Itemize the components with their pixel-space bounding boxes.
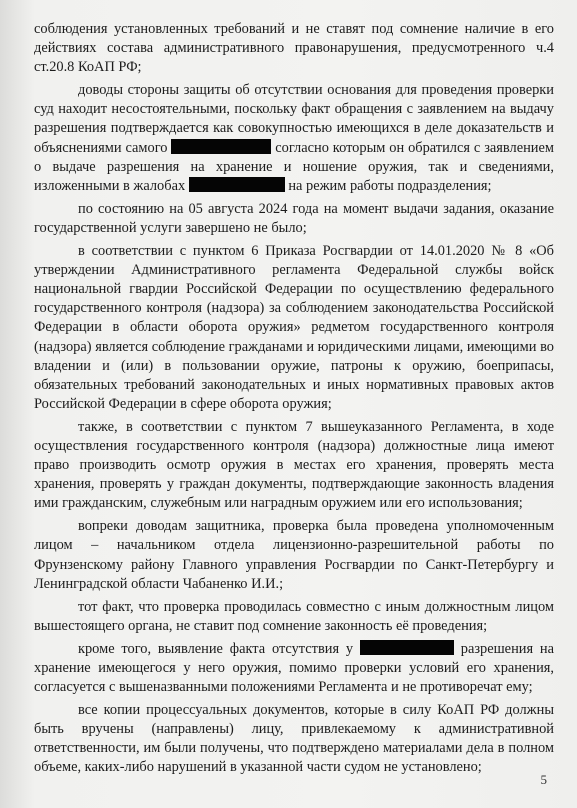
document-body — [34, 20, 554, 778]
paragraph-text: тот факт, что проверка проводилась совместно с иным должностным лицом вышестоящего органа, не ставит под сомнение законность её проведения; — [34, 598, 554, 634]
paragraph-text: в соответствии с пунктом 6 Приказа Росгвардии от 14.01.2020 № 8 «Об утверждении Административного регламента Федеральной службы войск национальной гвардии Российской Федерации по осуществлению федерального государственного контроля (надзора) за соблюдением законодательства Российской Федерации в области оборота оружия» редметом государственного контроля (надзора) является соблюдение гражданами и юридическими лицами, имеющими во владении и (или) в пользовании оружие, патроны к оружию, боеприпасы, обязательных требований законодательных и иных нормативных правовых актов Российской Федерации в сфере оборота оружия; — [34, 243, 554, 412]
paragraph-text: согласно которым он обратился с заявлением о выдаче разрешения на хранение и ношение оружия, так и сведениями, изложенными в жалобах — [34, 139, 554, 194]
redaction-block — [189, 177, 285, 192]
paragraph — [34, 81, 554, 196]
redaction-block — [360, 640, 454, 655]
paragraph-text: разрешения на хранение имеющегося у него оружия, помимо проверки условий его хранения, согласуется с вышеназванными положениями Регламента и не противоречат ему; — [34, 640, 555, 696]
paragraph — [34, 418, 554, 513]
redaction-block — [171, 139, 271, 154]
paragraph — [34, 20, 554, 77]
paragraph — [34, 200, 554, 238]
paragraph — [34, 517, 554, 593]
paragraph — [34, 598, 554, 636]
paragraph-text: по состоянию на 05 августа 2024 года на момент выдачи задания, оказание государственной услуги завершено не было; — [34, 200, 554, 236]
paragraph-text: вопреки доводам защитника, проверка была проведена уполномоченным лицом – начальником отдела лицензионно-разрешительной работы по Фрунзенскому району Главного управления Росгвардии по Санкт-Петербургу и Ленинградской области Чабаненко И.И.; — [34, 518, 554, 592]
paragraph-text: кроме того, выявление факта отсутствия у — [78, 640, 360, 657]
paragraph-text: все копии процессуальных документов, которые в силу КоАП РФ должны быть вручены (направлены) лицу, привлекаемому к административной ответственности, им были получены, что подтверждено материалами дела в полном объеме, каких-либо нарушений в указанной части судом не установлено; — [34, 702, 554, 776]
paragraph-text: доводы стороны защиты об отсутствии основания для проведения проверки суд находит несостоятельными, поскольку факт обращения с заявлением на выдачу разрешения подтверждается как совокупностью имеющихся в деле доказательств и объяснениями самого — [34, 82, 554, 156]
paragraph-text: на режим работы подразделения; — [284, 177, 492, 194]
paragraph — [34, 640, 554, 697]
paragraph-text: также, в соответствии с пунктом 7 вышеуказанного Регламента, в ходе осуществления государственного контроля (надзора) должностные лица имеют право производить осмотр оружия в местах его хранения, проверять места хранения, проверять у граждан документы, подтверждающие законность владения ими гражданским, служебным или наградным оружием или его использования; — [34, 418, 554, 512]
paragraph — [34, 242, 554, 414]
paragraph-text: соблюдения установленных требований и не ставят под сомнение наличие в его действиях состава административного правонарушения, предусмотренного ч.4 ст.20.8 КоАП РФ; — [34, 21, 554, 76]
page-number: 5 — [540, 772, 547, 787]
paragraph — [34, 701, 554, 777]
